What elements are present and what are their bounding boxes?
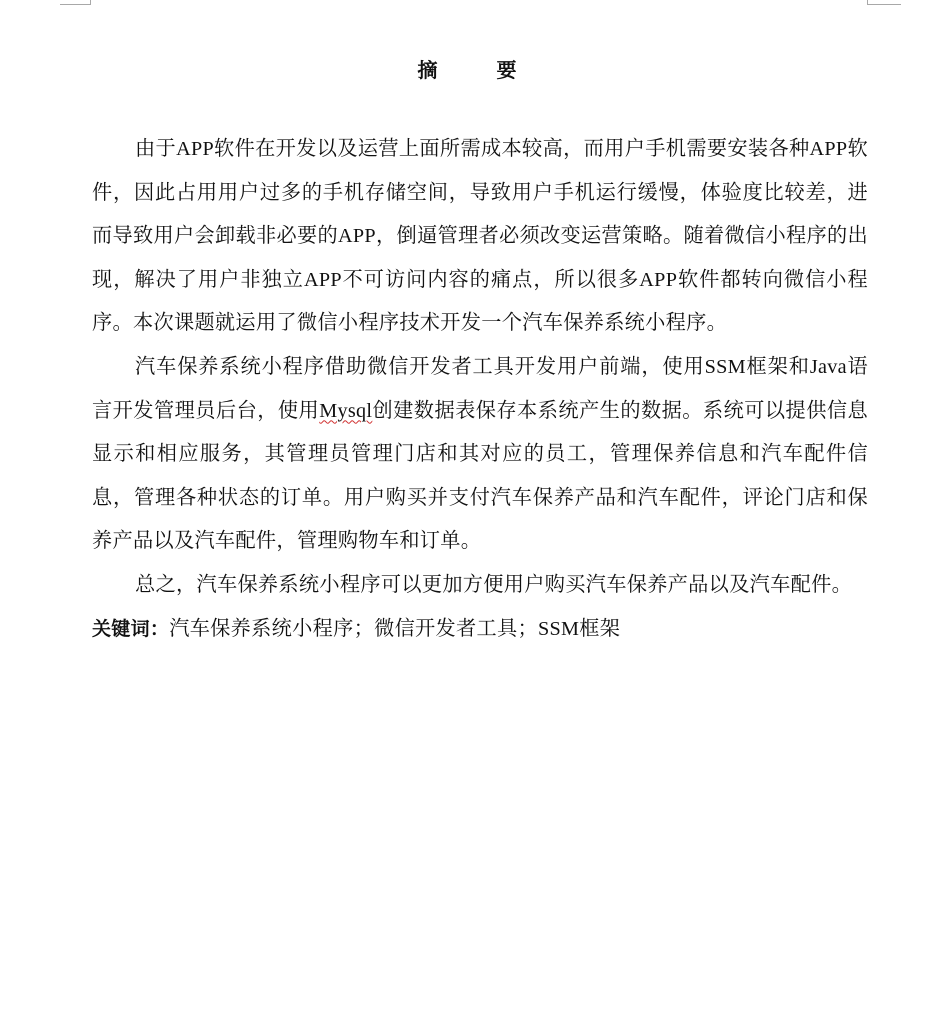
document-body (92, 128, 868, 651)
abstract-paragraph-1: 由于APP软件在开发以及运营上面所需成本较高，而用户手机需要安装各种APP软件，因此占用用户过多的手机存储空间，导致用户手机运行缓慢，体验度比较差，进而导致用户会卸载非必要的APP，倒逼管理者必须改变运营策略。随着微信小程序的出现，解决了用户非独立APP不可访问内容的痛点，所以很多APP软件都转向微信小程序。本次课题就运用了微信小程序技术开发一个汽车保养系统小程序。 (92, 138, 868, 335)
keywords-text: 汽车保养系统小程序；微信开发者工具；SSM框架 (169, 617, 621, 640)
abstract-paragraph-2 (92, 346, 868, 564)
page-corner-mark-right (867, 0, 901, 5)
spellcheck-marked-word[interactable]: Mysql (319, 399, 373, 422)
paragraph-2-text-after: 创建数据表保存本系统产生的数据。系统可以提供信息显示和相应服务，其管理员管理门店和其对应的员工，管理保养信息和汽车配件信息，管理各种状态的订单。用户购买并支付汽车保养产品和汽车配件，评论门店和保养产品以及汽车配件，管理购物车和订单。 (92, 399, 869, 553)
keywords-label: 关键词： (92, 617, 170, 640)
paragraph-2-text-before: 汽车保养系统小程序借助微信开发者工具开发用户前端，使用SSM框架和Java语言开发管理员后台，使用 (92, 355, 868, 422)
page-title: 摘 要 (417, 58, 543, 82)
keywords-line (92, 608, 868, 652)
page-corner-mark-left (60, 0, 91, 5)
abstract-paragraph-3: 总之，汽车保养系统小程序可以更加方便用户购买汽车保养产品以及汽车配件。 (135, 573, 853, 596)
